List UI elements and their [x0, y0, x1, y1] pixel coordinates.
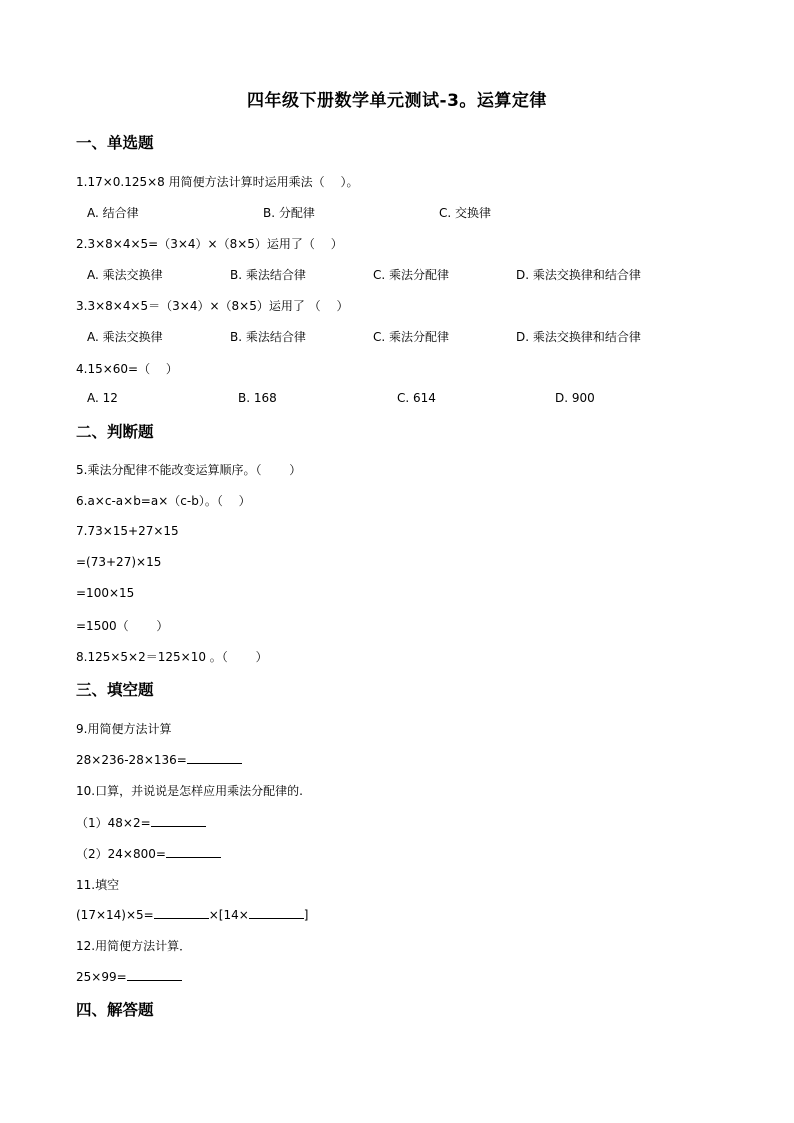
- question-1-option-b: B. 分配律: [263, 206, 315, 220]
- section-heading-fill-blank: 三、填空题: [76, 681, 154, 699]
- question-3-option-b: B. 乘法结合律: [230, 330, 306, 344]
- answer-blank[interactable]: [166, 845, 221, 858]
- question-7-line-3: =100×15: [76, 586, 135, 600]
- question-9-line-1: 9.用简便方法计算: [76, 722, 172, 736]
- question-6: 6.a×c-a×b=a×（c-b）。（ ）: [76, 494, 251, 508]
- question-2-option-a: A. 乘法交换律: [87, 268, 163, 282]
- answer-blank[interactable]: [151, 814, 206, 827]
- question-10-part-2: （2）24×800=: [76, 847, 166, 861]
- question-3-option-c: C. 乘法分配律: [373, 330, 450, 344]
- question-12-expression: 25×99=: [76, 970, 127, 984]
- question-12-line-1: 12.用简便方法计算．: [76, 939, 192, 953]
- page-title: 四年级下册数学单元测试-3。运算定律: [247, 91, 547, 111]
- section-heading-true-false: 二、判断题: [76, 423, 154, 441]
- question-3-stem: 3.3×8×4×5＝（3×4）×（8×5）运用了 （ ）: [76, 299, 349, 313]
- question-1-option-c: C. 交换律: [439, 206, 492, 220]
- question-5: 5.乘法分配律不能改变运算顺序。（ ）: [76, 463, 302, 477]
- section-heading-solve: 四、解答题: [76, 1001, 154, 1019]
- answer-blank[interactable]: [127, 968, 182, 981]
- question-2-option-c: C. 乘法分配律: [373, 268, 450, 282]
- question-9-line-2: [76, 751, 242, 767]
- section-heading-single-choice: 一、单选题: [76, 134, 154, 152]
- question-2-option-b: B. 乘法结合律: [230, 268, 306, 282]
- question-2-stem: 2.3×8×4×5=（3×4）×（8×5）运用了（ ）: [76, 237, 343, 251]
- question-4-option-a: A. 12: [87, 391, 118, 405]
- question-11-expression-end: ]: [303, 908, 309, 922]
- question-10-part-1: （1）48×2=: [76, 816, 151, 830]
- question-4-option-d: D. 900: [555, 391, 595, 405]
- question-10-line-2: [76, 814, 206, 831]
- question-3-option-a: A. 乘法交换律: [87, 330, 163, 344]
- answer-blank[interactable]: [154, 906, 209, 919]
- question-2-option-d: D. 乘法交换律和结合律: [516, 268, 641, 282]
- question-10-line-3: [76, 845, 221, 862]
- question-10-line-1: 10.口算，并说说是怎样应用乘法分配律的.: [76, 784, 303, 798]
- question-4-stem: 4.15×60=（ ）: [76, 362, 178, 376]
- question-11-line-1: 11.填空: [76, 878, 120, 892]
- question-4-option-b: B. 168: [238, 391, 277, 405]
- question-7-line-2: =(73+27)×15: [76, 555, 162, 569]
- question-7-line-1: 7.73×15+27×15: [76, 524, 179, 538]
- question-3-option-d: D. 乘法交换律和结合律: [516, 330, 641, 344]
- question-1-option-a: A. 结合律: [87, 206, 139, 220]
- question-1-stem: 1.17×0.125×8 用简便方法计算时运用乘法（ ）。: [76, 175, 359, 189]
- question-12-line-2: [76, 968, 182, 984]
- question-11-expression-mid: ×[14×: [208, 908, 249, 922]
- question-11-expression-start: (17×14)×5=: [76, 908, 154, 922]
- answer-blank[interactable]: [249, 906, 304, 919]
- answer-blank[interactable]: [187, 751, 242, 764]
- question-9-expression: 28×236-28×136=: [76, 753, 187, 767]
- question-11-line-2: [76, 906, 308, 922]
- question-7-line-4: =1500（ ）: [76, 619, 169, 633]
- question-8: 8.125×5×2＝125×10 。（ ）: [76, 650, 268, 664]
- question-4-option-c: C. 614: [397, 391, 436, 405]
